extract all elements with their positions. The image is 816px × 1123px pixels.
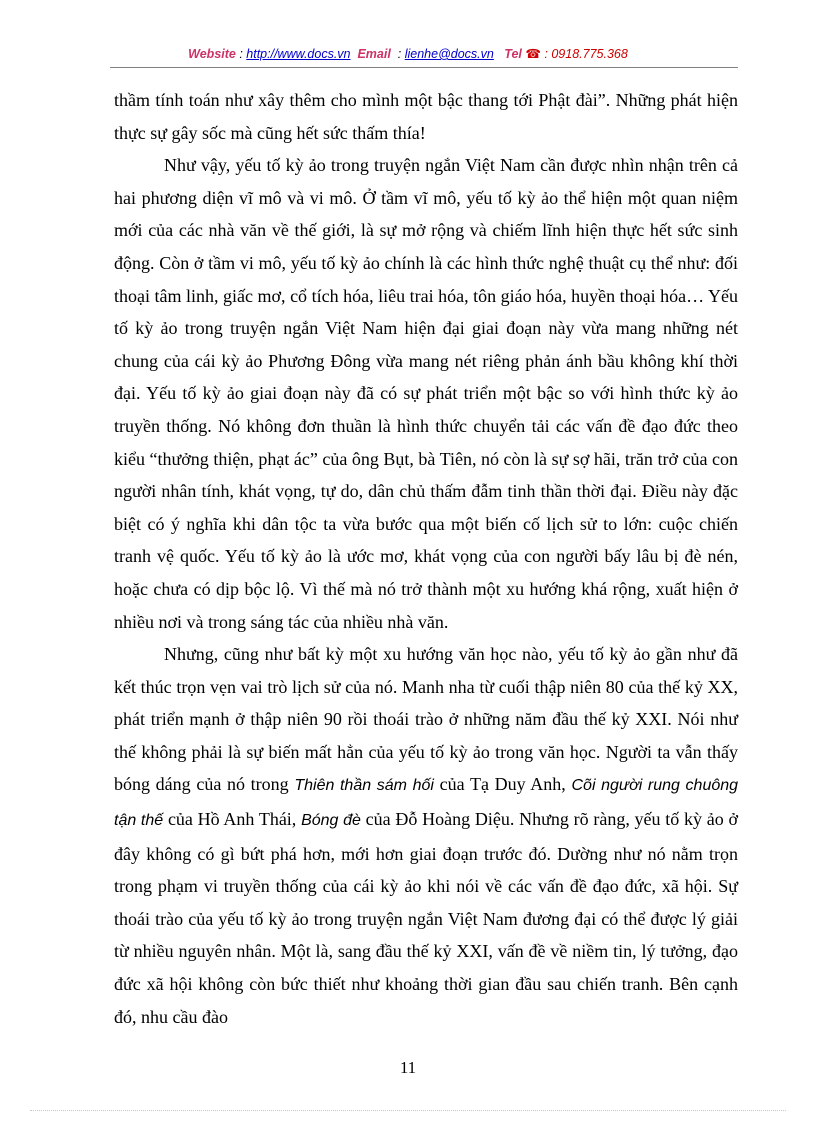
email-label: Email [357,47,391,61]
work-title-bong-de: Bóng đè [301,812,361,830]
tel-number: 0918.775.368 [551,47,628,61]
paragraph-3-part-4: của Đỗ Hoàng Diệu. Nhưng rõ ràng, yếu tố kỳ ảo ở đây không có gì bứt phá hơn, mới hơn giai đoạn trước đó. Dường như nó nằm trọn trong phạm vi truyền thống của cái kỳ ảo khi nói về các vấn đề đạo đức, xã hội. Sự thoái trào của yếu tố kỳ ảo trong truyện ngắn Việt Nam đương đại có thể được lý giải từ nhiều nguyên nhân. Một là, sang đầu thế kỷ XXI, vấn đề về niềm tin, lý tưởng, đạo đức xã hội không còn bức thiết như khoảng thời gian đầu sau chiến tranh. Bên cạnh đó, nhu cầu đào [114,809,739,1027]
paragraph-2: Như vậy, yếu tố kỳ ảo trong truyện ngắn Việt Nam cần được nhìn nhận trên cả hai phương diện vĩ mô và vi mô. Ở tầm vĩ mô, yếu tố kỳ ảo thể hiện một quan niệm mới của các nhà văn về thế giới, là sự mở rộng và chiếm lĩnh hiện thực hết sức sinh động. Còn ở tầm vi mô, yếu tố kỳ ảo chính là các hình thức nghệ thuật cụ thể như: đối thoại tâm linh, giấc mơ, cổ tích hóa, liêu trai hóa, tôn giáo hóa, huyền thoại hóa… Yếu tố kỳ ảo trong truyện ngắn Việt Nam hiện đại giai đoạn này vừa mang những nét chung của cái kỳ ảo Phương Đông vừa mang nét riêng phản ánh bầu không khí thời đại. Yếu tố kỳ ảo giai đoạn này đã có sự phát triển một bậc so với hình thức kỳ ảo truyền thống. Nó không đơn thuần là hình thức chuyển tải các vấn đề đạo đức theo kiểu “thưởng thiện, phạt ác” của ông Bụt, bà Tiên, nó còn là sự sợ hãi, trăn trở của con người nhân tính, khát vọng, tự do, dân chủ thấm đẫm tinh thần thời đại. Điều này đặc biệt có ý nghĩa khi dân tộc ta vừa bước qua một biến cố lịch sử to lớn: cuộc chiến tranh vệ quốc. Yếu tố kỳ ảo là ước mơ, khát vọng của con người bấy lâu bị đè nén, hoặc chưa có dịp bộc lộ. Vì thế mà nó trở thành một xu hướng khá rộng, xuất hiện ở nhiều nơi và trong sáng tác của nhiều nhà văn. [114,155,738,632]
document-body [114,84,738,1033]
email-link[interactable]: lienhe@docs.vn [404,47,494,61]
work-title-coi-nguoi-rung-chuong: Cõi người rung chuông tận thế [114,777,739,830]
page-number: 11 [399,1058,417,1077]
page-header: Website : http://www.docs.vn Email : lienhe@docs.vn Tel ☎ : 0918.775.368 [188,47,628,61]
website-label: Website [188,47,236,61]
paragraph-3 [114,638,738,1033]
paragraph-3-part-2: của Tạ Duy Anh, [439,774,566,795]
paragraph-3-part-3: của Hồ Anh Thái, [167,809,297,830]
footer-divider [30,1110,786,1111]
website-link[interactable]: http://www.docs.vn [246,47,351,61]
paragraph-1: thầm tính toán như xây thêm cho mình một bậc thang tới Phật đài”. Những phát hiện thực sự gây sốc mà cũng hết sức thấm thía! [114,90,738,143]
telephone-icon: ☎ [521,47,541,61]
work-title-thien-than-sam-hoi: Thiên thần sám hối [294,777,434,795]
tel-label: Tel [504,47,522,61]
header-divider [110,67,738,68]
paragraph-3-part-1: Nhưng, cũng như bất kỳ một xu hướng văn học nào, yếu tố kỳ ảo gần như đã kết thúc trọn vẹn vai trò lịch sử của nó. Manh nha từ cuối thập niên 80 của thế kỷ XX, phát triển mạnh ở thập niên 90 rồi thoái trào ở những năm đầu thế kỷ XXI. Nói như thế không phải là sự biến mất hẳn của yếu tố kỳ ảo trong văn học. Người ta vẫn thấy bóng dáng của nó trong [114,644,738,795]
